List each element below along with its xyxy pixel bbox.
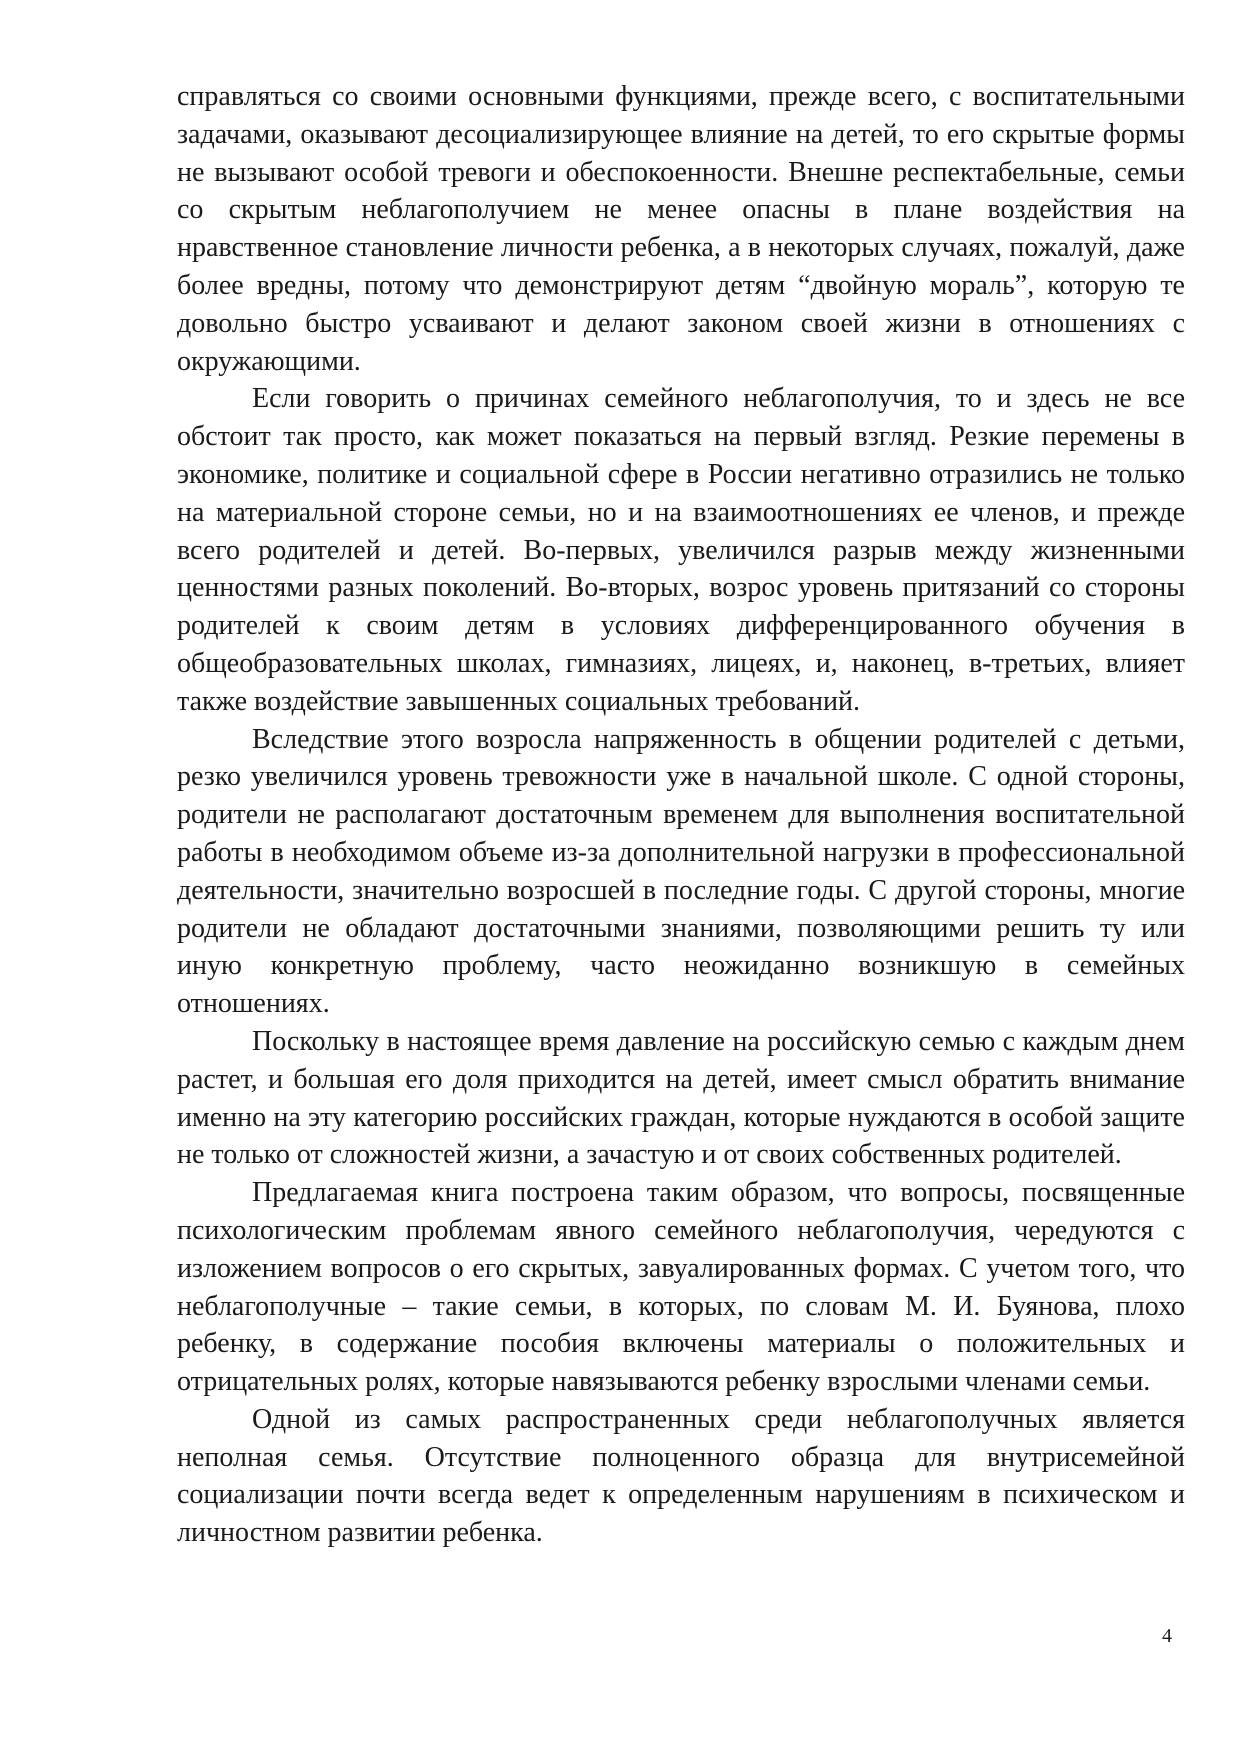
- body-text: [177, 78, 1185, 1552]
- paragraph-4: Поскольку в настоящее время давление на российскую семью с каждым днем растет, и большая его доля приходится на детей, имеет смысл обратить внимание именно на эту категорию российских граждан, которые нуждаются в особой защите не только от сложностей жизни, а зачастую и от своих собственных родителей.: [177, 1025, 1185, 1171]
- paragraph-3: Вследствие этого возросла напряженность в общении родителей с детьми, резко увеличился уровень тревожности уже в начальной школе. С одной стороны, родители не располагают достаточным временем для выполнения воспитательной работы в необходимом объеме из-за дополнительной нагрузки в профессиональной деятельности, значительно возросшей в последние годы. С другой стороны, многие родители не обладают достаточными знаниями, позволяющими решить ту или иную конкретную проблему, часто неожиданно возникшую в семейных отношениях.: [177, 723, 1185, 1020]
- paragraph-6: Одной из самых распространенных среди неблагополучных является неполная семья. Отсутствие полноценного образца для внутрисемейной социализации почти всегда ведет к определенным нарушениям в психическом и личностном развитии ребенка.: [177, 1403, 1185, 1549]
- paragraph-5: Предлагаемая книга построена таким образом, что вопросы, посвященные психологическим проблемам явного семейного неблагополучия, чередуются с изложением вопросов о его скрытых, завуалированных формах. С учетом того, что неблагополучные – такие семьи, в которых, по словам М. И. Буянова, плохо ребенку, в содержание пособия включены материалы о положительных и отрицательных ролях, которые навязываются ребенку взрослыми членами семьи.: [177, 1177, 1185, 1398]
- paragraph-2: Если говорить о причинах семейного неблагополучия, то и здесь не все обстоит так просто, как может показаться на первый взгляд. Резкие перемены в экономике, политике и социальной сфере в России негативно отразились не только на материальной стороне семьи, но и на взаимоотношениях ее членов, и прежде всего родителей и детей. Во-первых, увеличился разрыв между жизненными ценностями разных поколений. Во-вторых, возрос уровень притязаний со стороны родителей к своим детям в условиях дифференцированного обучения в общеобразовательных школах, гимназиях, лицеях, и, наконец, в-третьих, влияет также воздействие завышенных социальных требований.: [177, 383, 1185, 717]
- page-number: 4: [1162, 1625, 1172, 1647]
- paragraph-1: справляться со своими основными функциями, прежде всего, с воспитательными задачами, оказывают десоциализирующее влияние на детей, то его скрытые формы не вызывают особой тревоги и обеспокоенности. Внешне респектабельные, семьи со скрытым неблагополучием не менее опасны в плане воздействия на нравственное становление личности ребенка, а в некоторых случаях, пожалуй, даже более вредны, потому что демонстрируют детям “двойную мораль”, которую те довольно быстро усваивают и делают законом своей жизни в отношениях с окружающими.: [177, 81, 1185, 377]
